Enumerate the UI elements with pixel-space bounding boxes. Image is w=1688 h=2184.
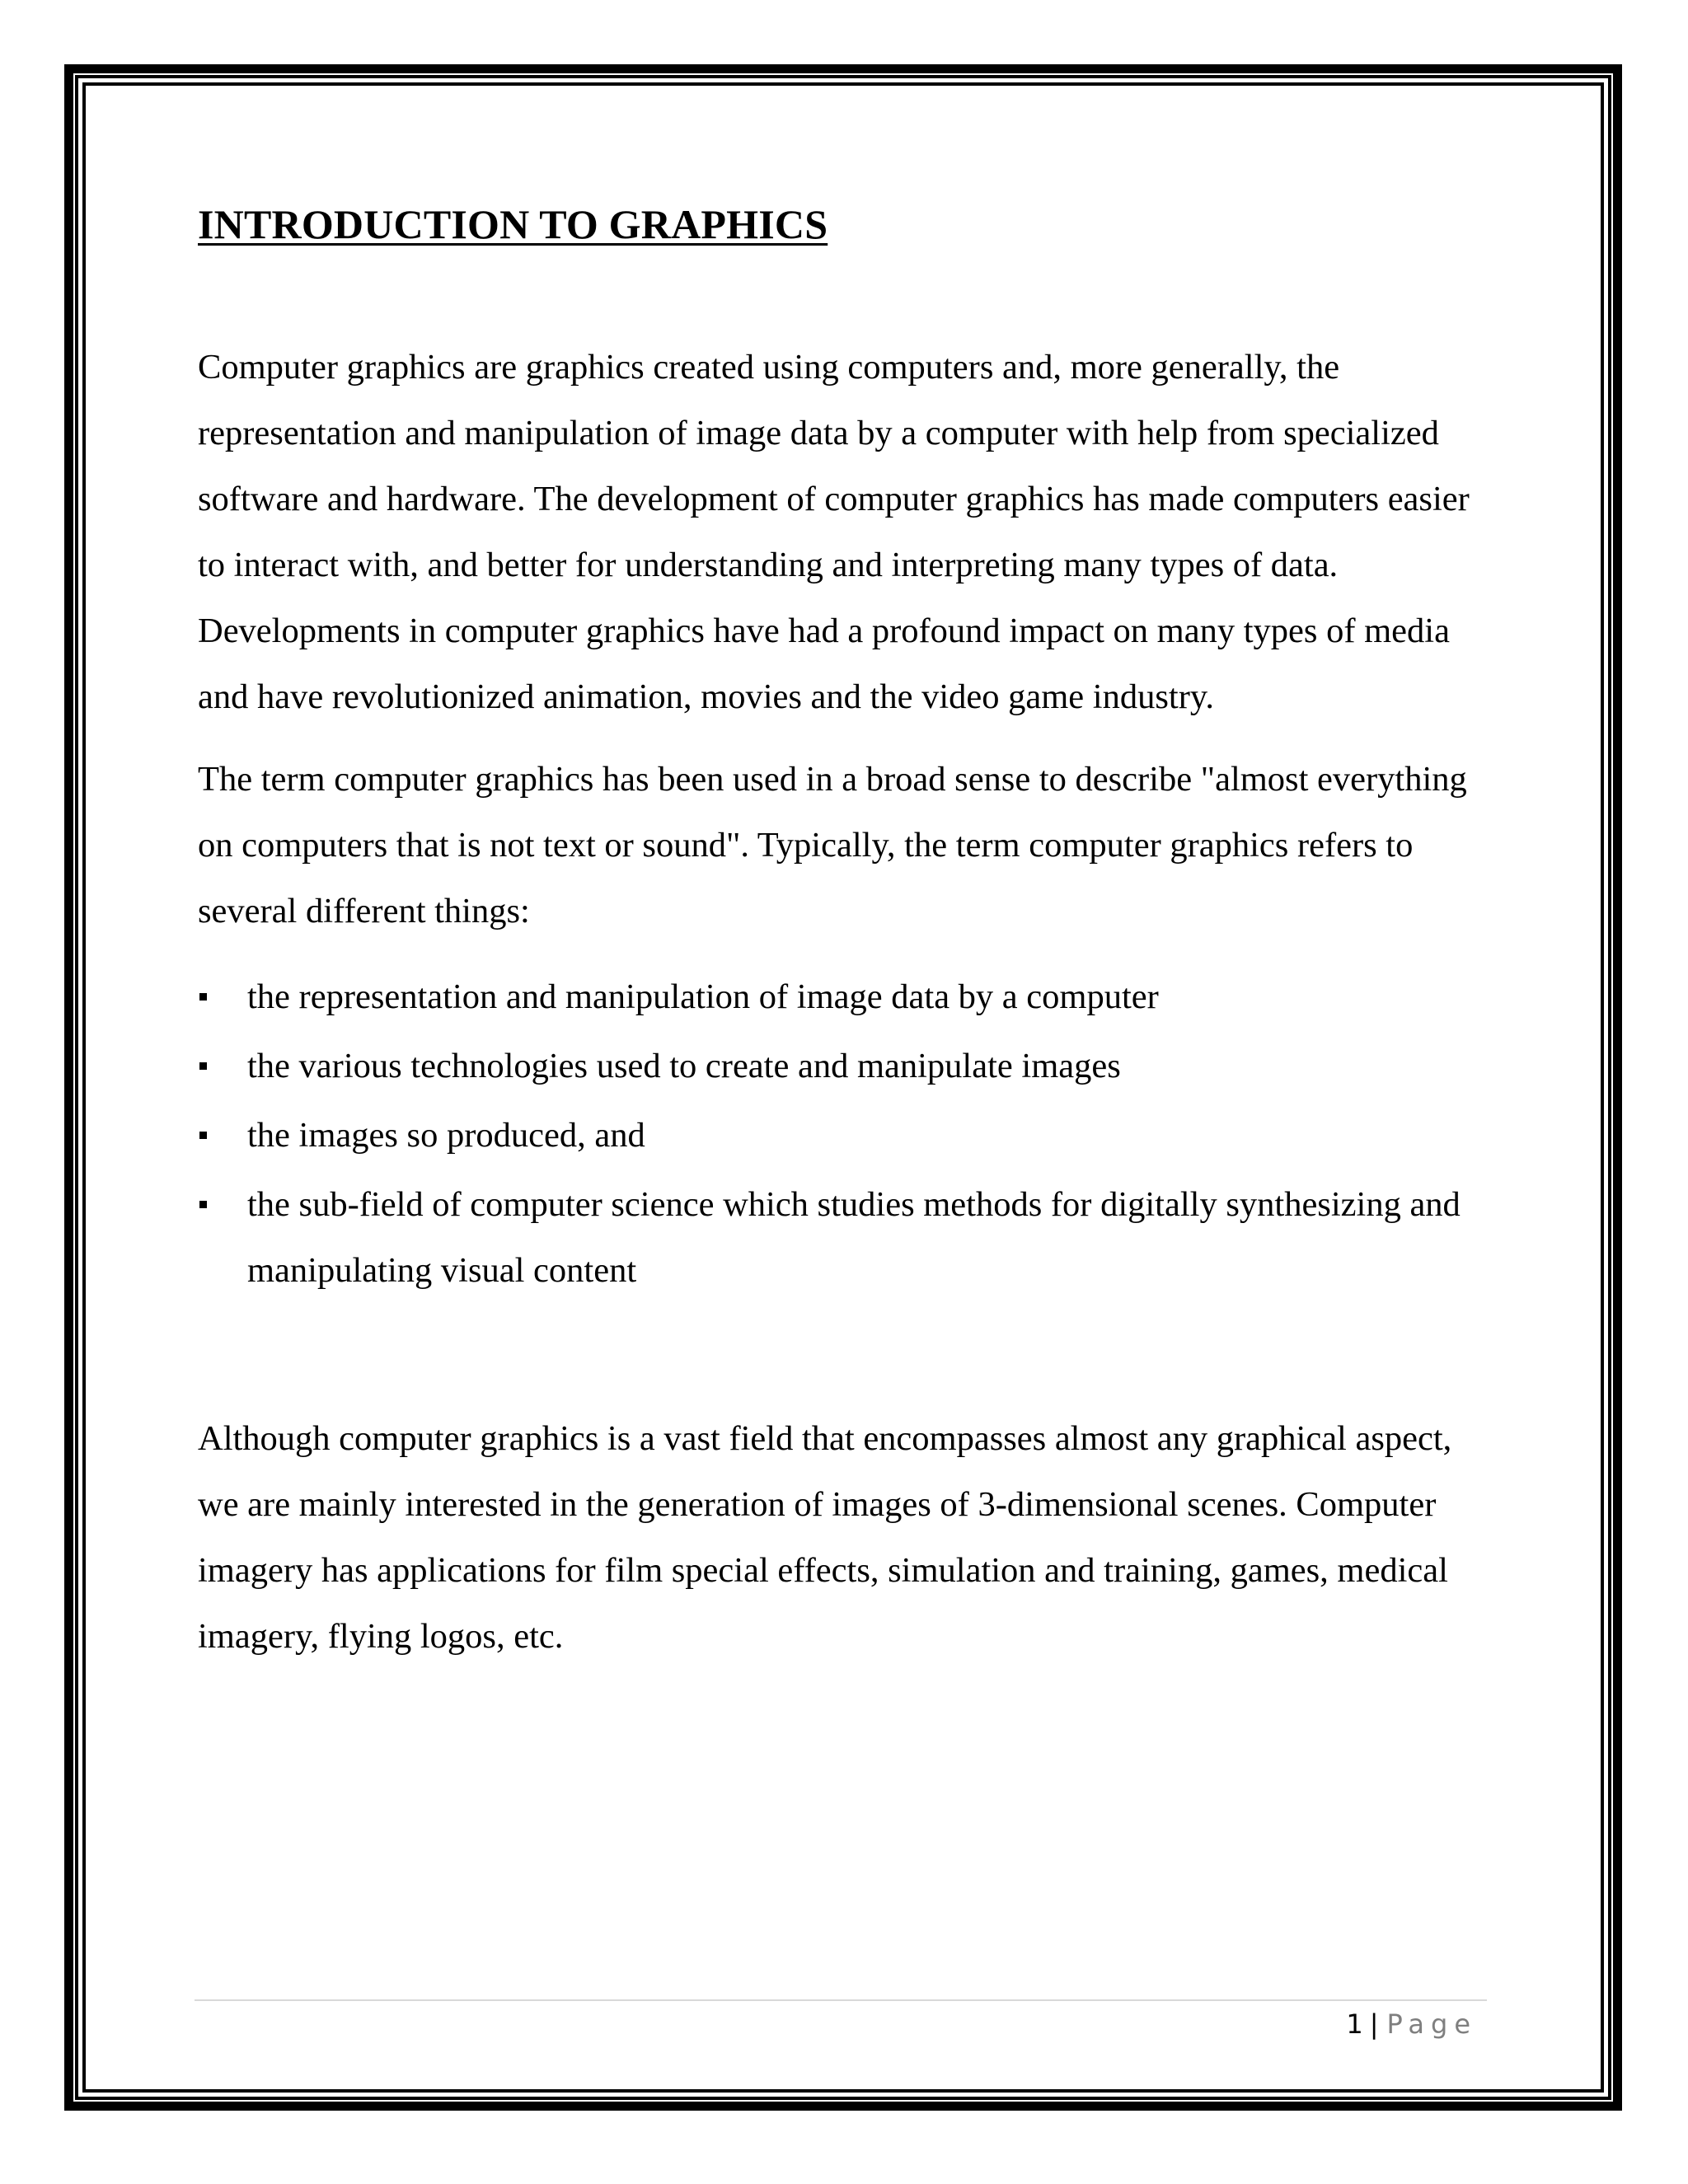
list-item-text: the various technologies used to create and manipulate images [247,1047,1121,1085]
list-item [198,1103,1500,1169]
page-content [198,194,1500,1670]
square-bullet-icon [199,1062,207,1070]
scope-paragraph: Although computer graphics is a vast field that encompasses almost any graphical aspect, we are mainly interested in the generation of images of 3-dimensional scenes. Computer imagery has applications for film special effects, simulation and training, games, medical imagery, flying logos, etc. [198,1419,1452,1656]
definition-paragraph: The term computer graphics has been used in a broad sense to describe "almost everything on computers that is not text or sound". Typically, the term computer graphics refers to several different things: [198,760,1467,930]
list-item-text: the sub-field of computer science which studies methods for digitally synthesizing and manipulating visual content [247,1185,1461,1290]
footer-divider [195,1999,1487,2001]
intro-paragraph: Computer graphics are graphics created using computers and, more generally, the representation and manipulation of image data by a computer with help from specialized software and hardware. The development of computer graphics has made computers easier to interact with, and better for understanding and interpreting many types of data. Developments in computer graphics have had a profound impact on many types of media and have revolutionized animation, movies and the video game industry. [198,348,1470,716]
list-item [198,1033,1500,1099]
page-number: 1 [1346,2008,1363,2040]
page-footer [1346,2004,1477,2044]
square-bullet-icon [199,1201,207,1208]
list-item [198,964,1500,1030]
list-item-text: the representation and manipulation of image data by a computer [247,977,1159,1016]
list-item [198,1172,1500,1304]
list-item-text: the images so produced, and [247,1116,645,1155]
square-bullet-icon [199,1132,207,1139]
page-title: INTRODUCTION TO GRAPHICS [198,201,828,247]
square-bullet-icon [199,993,207,1001]
footer-separator: | [1369,2008,1379,2040]
page-label: Page [1386,2008,1477,2040]
definition-list [198,964,1500,1304]
